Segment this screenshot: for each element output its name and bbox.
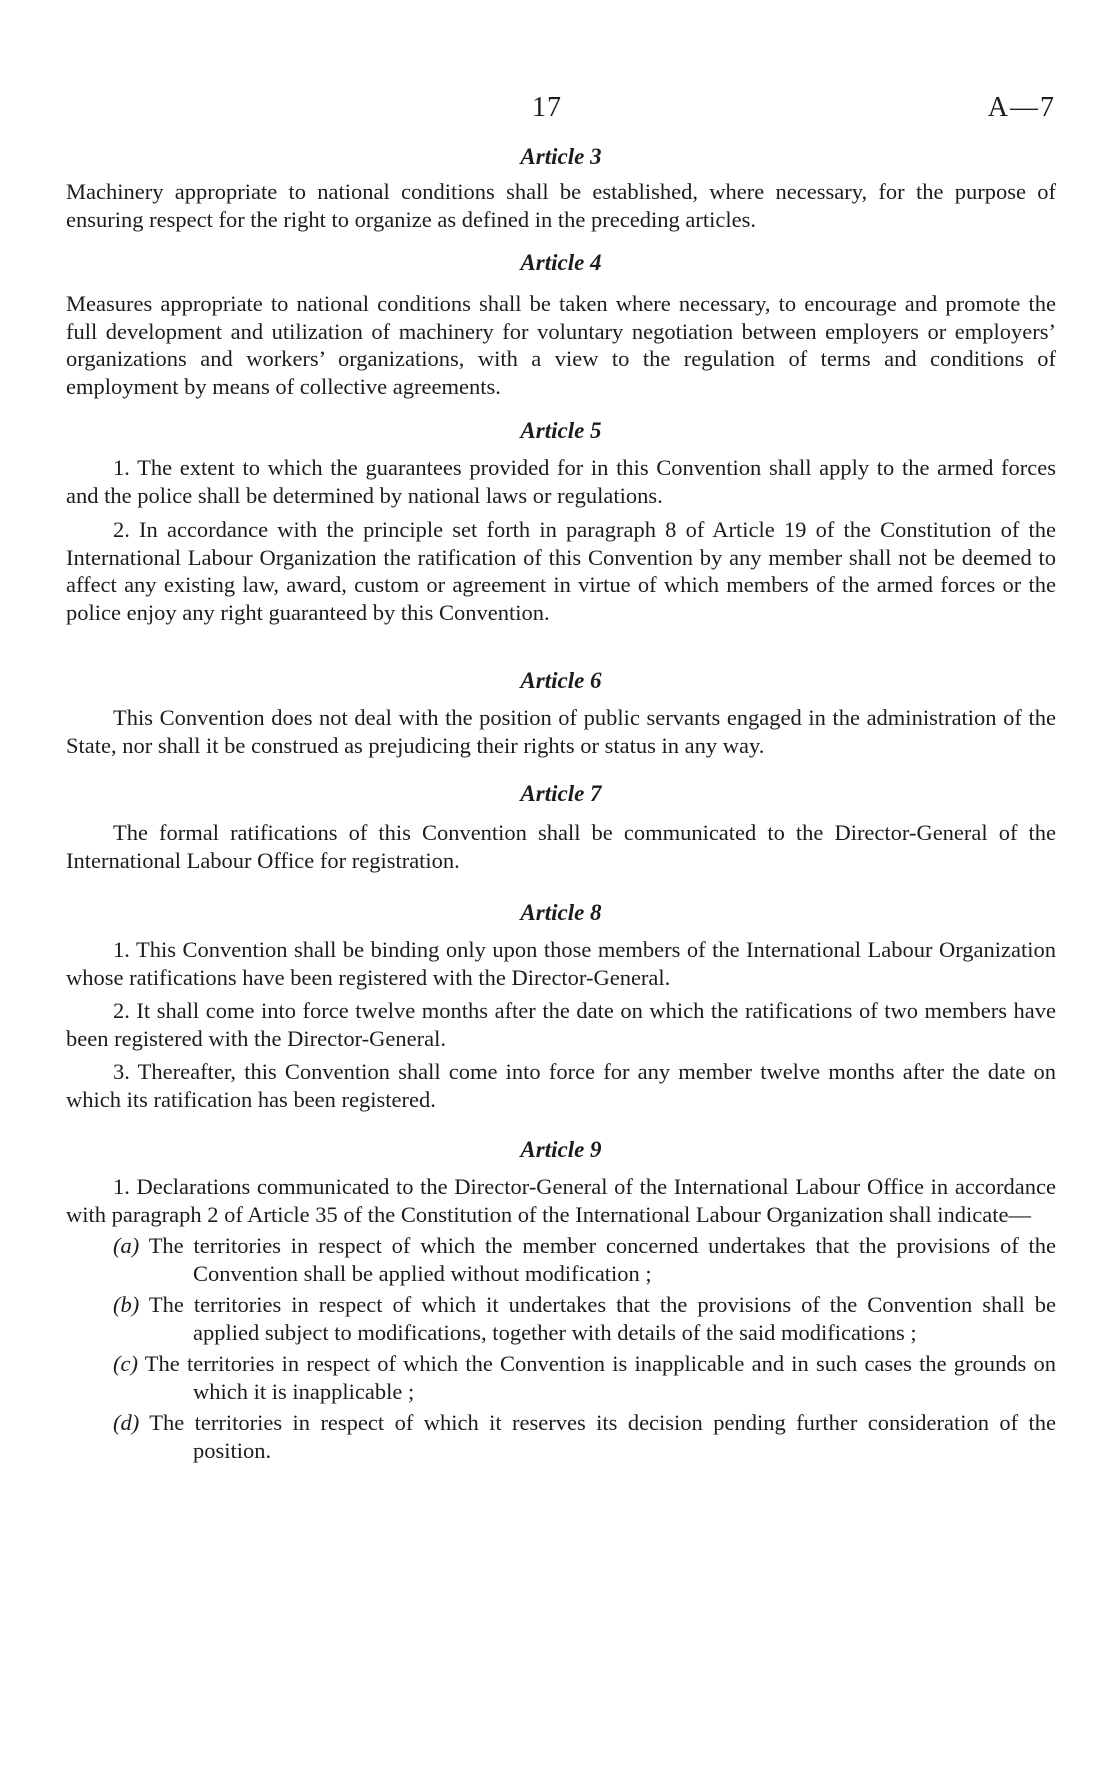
clause-letter: (c): [113, 1351, 138, 1376]
article-7-heading: Article 7: [520, 781, 602, 806]
clause-letter: (d): [113, 1410, 140, 1435]
document-page: [66, 92, 1056, 1464]
clause-text: The territories in respect of which the member concerned undertakes that the provisions of the Convention shall be applied without modification ;: [148, 1233, 1057, 1286]
article-4: [66, 248, 1056, 400]
article-3-paragraph: Machinery appropriate to national conditions shall be established, where necessary, for the purpose of ensuring respect for the right to organize as defined in the preceding articles.: [66, 179, 1056, 232]
clause-letter: (a): [113, 1233, 140, 1258]
article-5-paragraph-1: 1. The extent to which the guarantees provided for in this Convention shall apply to the armed forces and the police shall be determined by national laws or regulations.: [66, 455, 1056, 508]
article-4-heading: Article 4: [520, 250, 602, 275]
article-5-heading: Article 5: [520, 418, 602, 443]
article-9-paragraph-1: 1. Declarations communicated to the Director-General of the International Labour Office in accordance with paragraph 2 of Article 35 of the Constitution of the International Labour Organization shall indicate—: [66, 1174, 1056, 1227]
article-3-heading: Article 3: [520, 144, 602, 169]
article-5-paragraph-2: 2. In accordance with the principle set forth in paragraph 8 of Article 19 of the Constitution of the International Labour Organization the ratification of this Convention by any member shall not be deemed to affect any existing law, award, custom or agreement in virtue of which members of the armed forces or the police enjoy any right guaranteed by this Convention.: [66, 517, 1056, 625]
article-9-heading: Article 9: [520, 1137, 602, 1162]
article-9-clause-c: [66, 1350, 1056, 1405]
article-8: [66, 898, 1056, 1113]
document-reference: A—7: [987, 92, 1056, 123]
article-3: [66, 142, 1056, 233]
clause-letter: (b): [113, 1292, 140, 1317]
article-7: [66, 779, 1056, 874]
article-9-clause-b: [66, 1291, 1056, 1346]
article-6: [66, 666, 1056, 759]
article-5: [66, 416, 1056, 626]
article-6-heading: Article 6: [520, 668, 602, 693]
article-4-paragraph: Measures appropriate to national conditions shall be taken where necessary, to encourage and promote the full development and utilization of machinery for voluntary negotiation between employers or employers’ organizations and workers’ organizations, with a view to the regulation of terms and conditions of employment by means of collective agreements.: [66, 291, 1056, 399]
article-8-paragraph-2: 2. It shall come into force twelve months after the date on which the ratifications of two members have been registered with the Director-General.: [66, 998, 1056, 1051]
article-7-paragraph: The formal ratifications of this Convention shall be communicated to the Director-General of the International Labour Office for registration.: [66, 820, 1056, 873]
article-6-paragraph: This Convention does not deal with the position of public servants engaged in the administration of the State, nor shall it be construed as prejudicing their rights or status in any way.: [66, 705, 1056, 758]
article-8-heading: Article 8: [520, 900, 602, 925]
article-8-paragraph-3: 3. Thereafter, this Convention shall come into force for any member twelve months after the date on which its ratification has been registered.: [66, 1059, 1056, 1112]
clause-text: The territories in respect of which the Convention is inapplicable and in such cases the grounds on which it is inapplicable ;: [144, 1351, 1057, 1404]
clause-text: The territories in respect of which it reserves its decision pending further consideration of the position.: [149, 1410, 1057, 1463]
clause-text: The territories in respect of which it undertakes that the provisions of the Convention shall be applied subject to modifications, together with details of the said modifications ;: [148, 1292, 1056, 1345]
page-number: 17: [532, 92, 562, 123]
running-header: [66, 92, 1056, 136]
article-9-clause-a: [66, 1232, 1056, 1287]
article-9-clause-d: [66, 1409, 1056, 1464]
article-8-paragraph-1: 1. This Convention shall be binding only upon those members of the International Labour Organization whose ratifications have been registered with the Director-General.: [66, 937, 1056, 990]
article-9: [66, 1135, 1056, 1464]
